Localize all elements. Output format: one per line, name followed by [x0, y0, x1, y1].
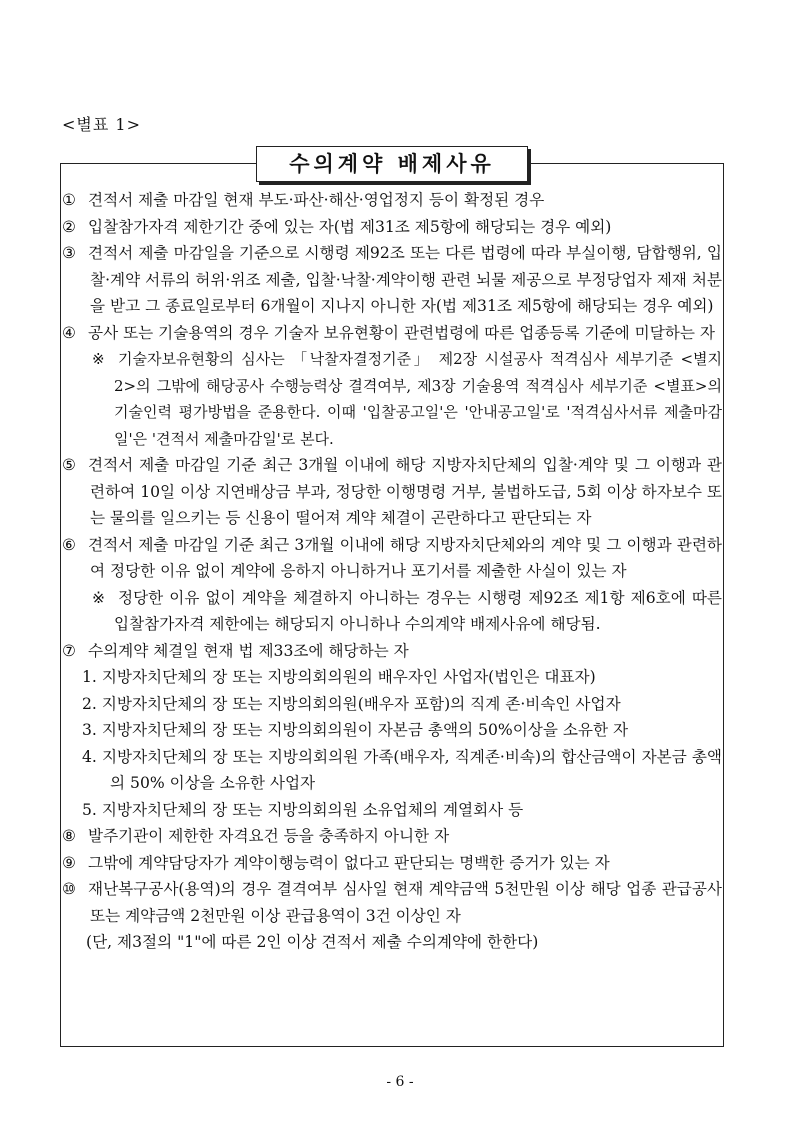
item-text: 그밖에 계약담당자가 계약이행능력이 없다고 판단되는 명백한 증거가 있는 자: [88, 853, 610, 872]
item-marker: ②: [62, 217, 76, 236]
item-marker: ⑥: [62, 535, 76, 554]
item-marker: ⑤: [62, 456, 76, 474]
sub-item: 2. 지방자치단체의 장 또는 지방의회의원(배우자 포함)의 직계 존·비속인 사업자: [82, 694, 621, 713]
sub-item: 1. 지방자치단체의 장 또는 지방의회의원의 배우자인 사업자(법인은 대표자): [82, 668, 596, 686]
note-text: 기술자보유현황의 심사는 「낙찰자결정기준」 제2장 시설공사 적격심사 세부기준 <별지 2>의 그밖에 해당공사 수행능력상 결격여부, 제3장 기술용역 적격심사 세부기준 <별표>의 기술인력 평가방법을 준용한다. 이때 '입찰공고일'은 '안내공고일'로 '적격심사서류 제출마감일'은 '견적서 제출마감일'로 본다.: [114, 350, 722, 448]
annex-label: <별표 1>: [62, 115, 141, 134]
note-text: 정당한 이유 없이 계약을 체결하지 아니하는 경우는 시행령 제92조 제1항 제6호에 따른 입찰참가자격 제한에는 해당되지 아니하나 수의계약 배제사유에 해당됨.: [114, 588, 722, 633]
item-marker: ③: [62, 244, 76, 262]
list-item: [62, 187, 722, 214]
list-item: [62, 532, 722, 585]
item-text: 수의계약 체결일 현재 법 제33조에 해당하는 자: [88, 641, 409, 660]
sub-item: 5. 지방자치단체의 장 또는 지방의회의원 소유업체의 계열회사 등: [82, 800, 524, 819]
item-continuation: (단, 제3절의 "1"에 따른 2인 이상 견적서 제출 수의계약에 한한다): [86, 933, 539, 951]
item-text: 견적서 제출 마감일 현재 부도·파산·해산·영업정지 등이 확정된 경우: [88, 191, 545, 209]
sub-item: 4. 지방자치단체의 장 또는 지방의회의원 가족(배우자, 직계존·비속)의 합산금액이 자본금 총액의 50% 이상을 소유한 사업자: [82, 747, 722, 792]
list-item: [62, 452, 722, 532]
list-item: [62, 850, 722, 877]
item-text: 견적서 제출 마감일 기준 최근 3개월 이내에 해당 지방자치단체와의 계약 및 그 이행과 관련하여 정당한 이유 없이 계약에 응하지 아니하거나 포기서를 제출한 사실이 있는 자: [88, 535, 722, 580]
item-marker: ⑩: [62, 880, 76, 898]
list-item: [62, 214, 722, 241]
note-marker: ※: [92, 350, 105, 368]
note: [62, 346, 722, 452]
item-marker: ⑧: [62, 827, 76, 845]
page-title: 수의계약 배제사유: [256, 146, 528, 182]
item-marker: ①: [62, 191, 76, 209]
item-marker: ⑦: [62, 641, 76, 660]
item-text: 견적서 제출 마감일 기준 최근 3개월 이내에 해당 지방자치단체의 입찰·계약 및 그 이행과 관련하여 10일 이상 지연배상금 부과, 정당한 이행명령 거부, 불법하도급, 5회 이상 하자보수 또는 물의를 일으키는 등 신용이 떨어져 계약 체결이 곤란하다고 판단되는 자: [88, 456, 722, 527]
note: [62, 585, 722, 638]
list-item: [62, 320, 722, 347]
item-text: 재난복구공사(용역)의 경우 결격여부 심사일 현재 계약금액 5천만원 이상 해당 업종 관급공사 또는 계약금액 2천만원 이상 관급용역이 3건 이상인 자: [88, 880, 722, 925]
list-item: [62, 240, 722, 320]
list-item: [62, 876, 722, 929]
note-marker: ※: [92, 588, 106, 607]
sub-item: 3. 지방자치단체의 장 또는 지방의회의원이 자본금 총액의 50%이상을 소유한 자: [82, 721, 629, 739]
item-text: 견적서 제출 마감일을 기준으로 시행령 제92조 또는 다른 법령에 따라 부실이행, 담합행위, 입찰·계약 서류의 허위·위조 제출, 입찰·낙찰·계약이행 관련 뇌물 제공으로 부정당업자 제재 처분을 받고 그 종료일로부터 6개월이 지나지 아니한 자(법 제31조 제5항에 해당되는 경우 예외): [88, 244, 722, 315]
list-item: [62, 823, 722, 850]
list-item: [62, 638, 722, 665]
item-marker: ⑨: [62, 853, 76, 872]
page-number: - 6 -: [386, 1074, 414, 1090]
item-text: 공사 또는 기술용역의 경우 기술자 보유현황이 관련법령에 따른 업종등록 기준에 미달하는 자: [88, 323, 715, 342]
item-text: 입찰참가자격 제한기간 중에 있는 자(법 제31조 제5항에 해당되는 경우 예외): [88, 217, 612, 236]
item-text: 발주기관이 제한한 자격요건 등을 충족하지 아니한 자: [88, 827, 450, 845]
item-marker: ④: [62, 323, 76, 342]
exclusion-list: [62, 187, 722, 956]
